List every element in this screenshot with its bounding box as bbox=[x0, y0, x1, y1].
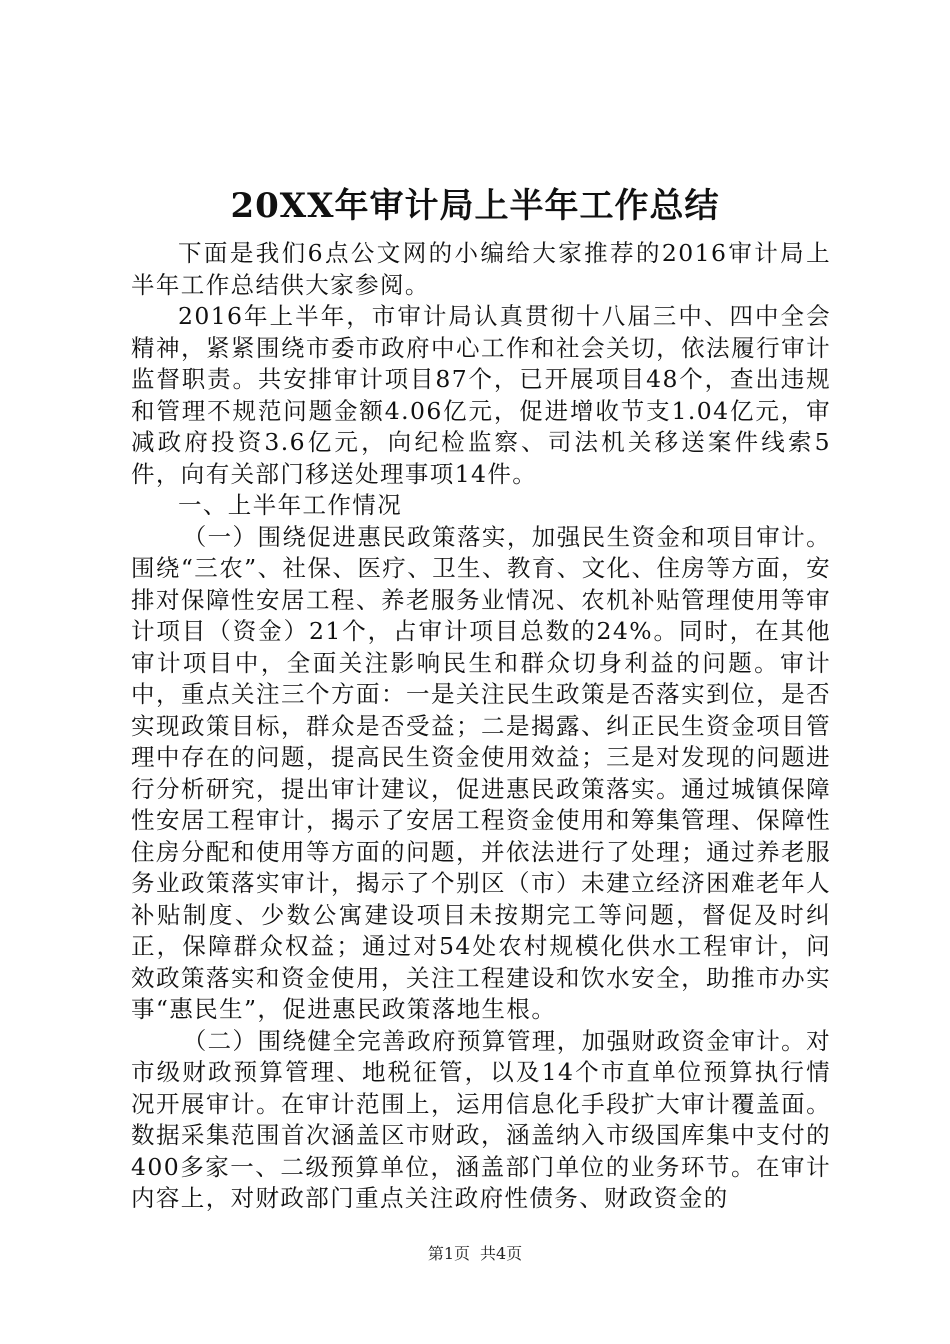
subsection-paragraph-2: （二）围绕健全完善政府预算管理，加强财政资金审计。对市级财政预算管理、地税征管，以及14个市直单位预算执行情况开展审计。在审计范围上，运用信息化手段扩大审计覆盖面。数据采集范围首次涵盖区市财政，涵盖纳入市级国库集中支付的400多家一、二级预算单位，涵盖部门单位的业务环节。在审计内容上，对财政部门重点关注政府性债务、财政资金的 bbox=[131, 1026, 831, 1212]
document-body bbox=[131, 238, 831, 1215]
page-total: 共4页 bbox=[480, 1244, 523, 1263]
subsection-paragraph-1: （一）围绕促进惠民政策落实，加强民生资金和项目审计。围绕“三农”、社保、医疗、卫生、教育、文化、住房等方面，安排对保障性安居工程、养老服务业情况、农机补贴管理使用等审计项目（资金）21个，占审计项目总数的24%。同时，在其他审计项目中，全面关注影响民生和群众切身利益的问题。审计中，重点关注三个方面：一是关注民生政策是否落实到位，是否实现政策目标，群众是否受益；二是揭露、纠正民生资金项目管理中存在的问题，提高民生资金使用效益；三是对发现的问题进行分析研究，提出审计建议，促进惠民政策落实。通过城镇保障性安居工程审计，揭示了安居工程资金使用和筹集管理、保障性住房分配和使用等方面的问题，并依法进行了处理；通过养老服务业政策落实审计，揭示了个别区（市）未建立经济困难老年人补贴制度、少数公寓建设项目未按期完工等问题，督促及时纠正，保障群众权益；通过对54处农村规模化供水工程审计，问效政策落实和资金使用，关注工程建设和饮水安全，助推市办实事“惠民生”，促进惠民政策落地生根。 bbox=[131, 522, 831, 1023]
page-title: 20XX年审计局上半年工作总结 bbox=[230, 186, 720, 226]
page-number: 第1页 bbox=[427, 1244, 470, 1263]
page-footer bbox=[0, 1244, 950, 1264]
summary-paragraph: 2016年上半年，市审计局认真贯彻十八届三中、四中全会精神，紧紧围绕市委市政府中心工作和社会关切，依法履行审计监督职责。共安排审计项目87个，已开展项目48个，查出违规和管理不规范问题金额4.06亿元，促进增收节支1.04亿元，审减政府投资3.6亿元，向纪检监察、司法机关移送案件线索5件，向有关部门移送处理事项14件。 bbox=[131, 302, 831, 488]
intro-paragraph: 下面是我们6点公文网的小编给大家推荐的2016审计局上半年工作总结供大家参阅。 bbox=[131, 239, 831, 299]
section-heading: 一、上半年工作情况 bbox=[178, 491, 403, 519]
